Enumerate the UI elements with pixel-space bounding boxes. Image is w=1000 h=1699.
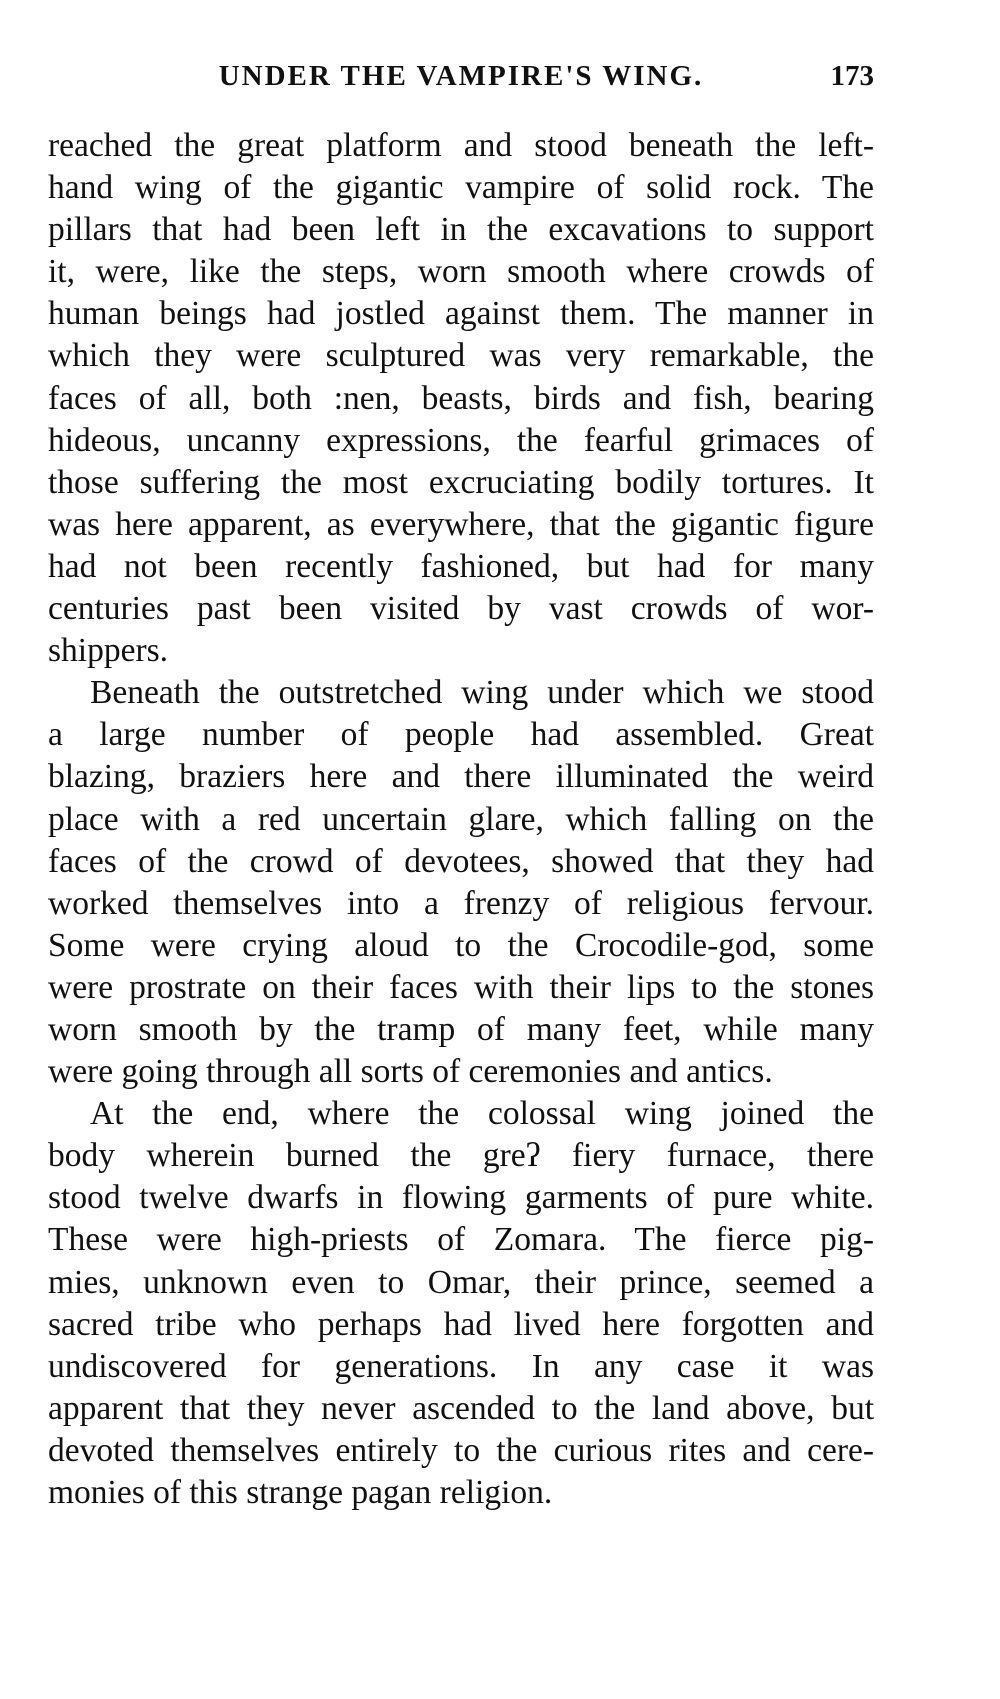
text-line: blazing, braziers here and there illuminated the weird <box>48 758 874 796</box>
running-head <box>48 60 874 100</box>
text-line: hideous, uncanny expressions, the fearful grimaces of <box>48 421 874 459</box>
page-number: 173 <box>830 60 874 92</box>
text-line: body wherein burned the greʔ fiery furnace, there <box>48 1137 874 1175</box>
text-line: pillars that had been left in the excavations to support <box>48 211 874 249</box>
text-line: apparent that they never ascended to the land above, but <box>48 1389 874 1427</box>
text-line: was here apparent, as everywhere, that the gigantic figure <box>48 505 874 543</box>
text-line: monies of this strange pagan religion. <box>48 1474 553 1511</box>
text-line: worked themselves into a frenzy of religious fervour. <box>48 884 874 922</box>
text-line: devoted themselves entirely to the curious rites and cere- <box>48 1431 874 1469</box>
text-line: a large number of people had assembled. Great <box>48 716 874 754</box>
text-line: sacred tribe who perhaps had lived here forgotten and <box>48 1305 874 1343</box>
text-line: reached the great platform and stood beneath the left- <box>48 127 874 164</box>
text-line: shippers. <box>48 632 169 670</box>
running-title: UNDER THE VAMPIRE'S WING. <box>218 60 704 92</box>
text-line: were going through all sorts of ceremonies and antics. <box>48 1053 773 1091</box>
text-line: Beneath the outstretched wing under which we stood <box>90 674 874 712</box>
text-line: Some were crying aloud to the Crocodile-god, some <box>48 926 874 964</box>
text-line: human beings had jostled against them. The manner in <box>48 295 874 333</box>
text-line: were prostrate on their faces with their lips to the stones <box>48 968 874 1006</box>
text-line: place with a red uncertain glare, which falling on the <box>48 800 874 838</box>
text-line: stood twelve dwarfs in flowing garments of pure white. <box>48 1179 874 1217</box>
text-line: hand wing of the gigantic vampire of solid rock. The <box>48 169 874 207</box>
text-line: centuries past been visited by vast crowds of wor- <box>48 590 874 628</box>
text-line: These were high-priests of Zomara. The fierce pig- <box>48 1221 874 1259</box>
text-line: undiscovered for generations. In any case it was <box>48 1347 874 1385</box>
text-line: those suffering the most excruciating bodily tortures. It <box>48 463 874 501</box>
text-line: which they were sculptured was very remarkable, the <box>48 337 874 375</box>
text-line: had not been recently fashioned, but had for many <box>48 547 874 585</box>
body-text <box>48 125 874 1514</box>
text-line: At the end, where the colossal wing joined the <box>90 1095 874 1133</box>
text-line: worn smooth by the tramp of many feet, while many <box>48 1010 874 1048</box>
text-line: mies, unknown even to Omar, their prince, seemed a <box>48 1263 874 1301</box>
text-line: faces of all, both :nen, beasts, birds and fish, bearing <box>48 379 874 417</box>
text-line: it, were, like the steps, worn smooth where crowds of <box>48 253 874 291</box>
text-line: faces of the crowd of devotees, showed that they had <box>48 842 874 880</box>
